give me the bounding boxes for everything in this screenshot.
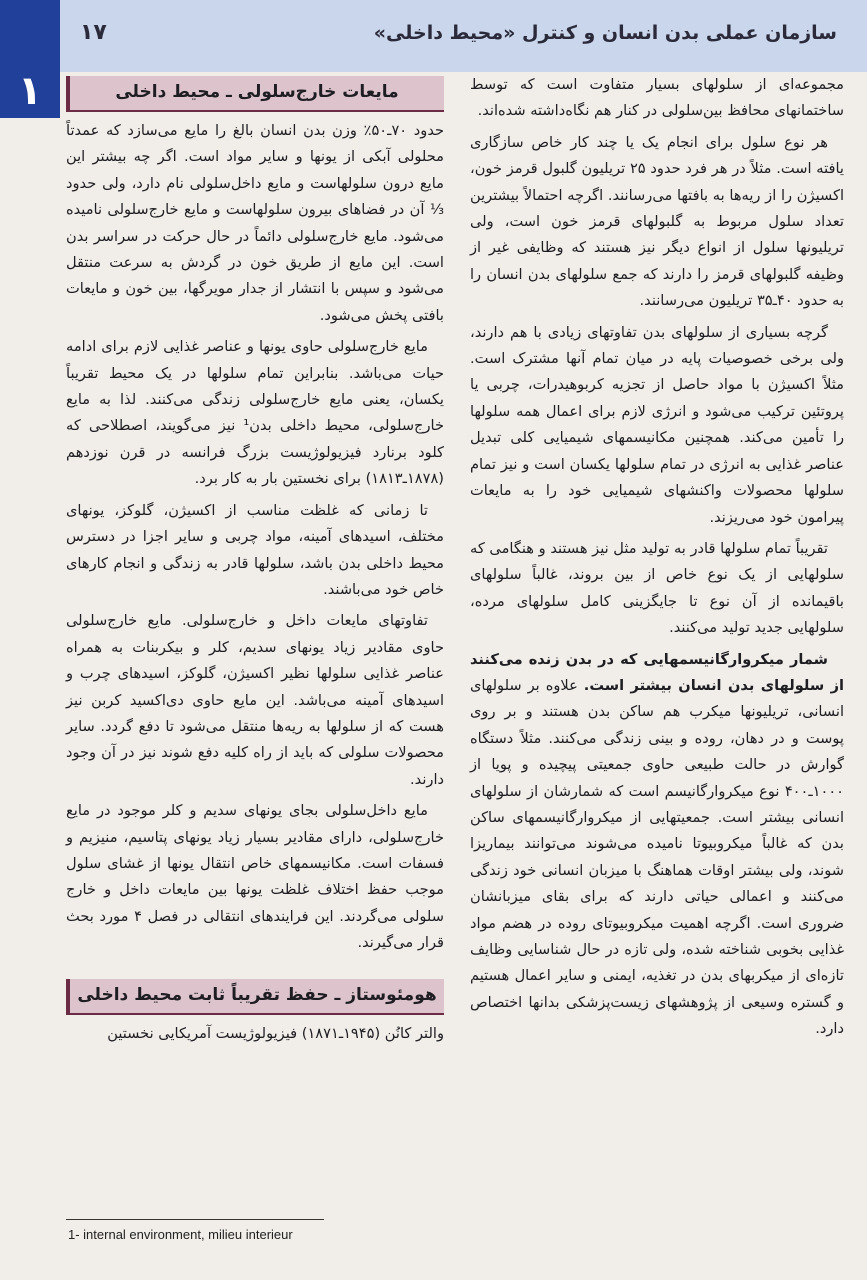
chapter-number: ۱ <box>17 68 43 114</box>
paragraph: حدود ۷۰ـ۵۰٪ وزن بدن انسان بالغ را مایع می‌سازد که عمدتاً محلولی آبکی از یونها و سایر مواد است. اگر چه بیشتر این مایع درون سلولهاست و مایع داخل‌سلولی نام دارد، ولی حدود ⅓ آن در فضاهای بیرون سلولهاست و مایع خارج‌سلولی نامیده می‌شود. مایع خارج‌سلولی دائماً در حال حرکت در سراسر بدن است. این مایع از طریق خون در گردش به سرعت منتقل می‌شود و سپس با انتشار از جدار مویرگها، بین خون و مایعات بافتی پخش می‌شود. <box>66 122 445 324</box>
paragraph: تفاوتهای مایعات داخل و خارج‌سلولی. مایع خارج‌سلولی حاوی مقادیر زیاد یونهای سدیم، کلر و بیکربنات به همراه عناصر غذایی سلولها نظیر اکسیژن، گلوکز، اسیدهای چرب و اسیدهای آمینه می‌باشد. این مایع حاوی دی‌اکسید کربن نیز هست که از سلولها به ریه‌ها منتقل می‌شود تا دفع گردد. سایر محصولات سلولی که باید از راه کلیه دفع شوند نیز در آن وجود دارند. <box>66 612 444 788</box>
paragraph: مجموعه‌ای از سلولهای بسیار متفاوت است که توسط ساختمانهای محافظ بین‌سلولی در کنار هم نگاه‌داشته شده‌اند. <box>470 76 844 120</box>
footnote: 1- internal environment, milieu interieur <box>68 1227 293 1242</box>
paragraph: مایع داخل‌سلولی بجای یونهای سدیم و کلر موجود در مایع خارج‌سلولی، دارای مقادیر بسیار زیاد یونهای پتاسیم، منیزیم و فسفات است. مکانیسمهای خاص انتقال یونها از غشای سلول موجب حفظ اختلاف غلظت یونها بین مایعات داخل و خارج سلولی می‌گردند. این فرایندهای انتقالی در فصل ۴ مورد بحث قرار می‌گیرند. <box>66 802 444 952</box>
paragraph: گرچه بسیاری از سلولهای بدن تفاوتهای زیادی با هم دارند، ولی برخی خصوصیات پایه در میان تمام آنها مشترک است. مثلاً اکسیژن با مواد حاصل از تجزیه کربوهیدرات، چربی یا پروتئین ترکیب می‌شود و انرژی لازم برای اعمال همه سلولها را تأمین می‌کند. همچنین مکانیسمهای شیمیایی کلی تبدیل عناصر غذایی به انرژی در تمام سلولها یکسان است و نیز تمام سلولها محصولات واکنشهای شیمیایی خود را به مایعات پیرامون خود می‌ریزند. <box>470 323 844 526</box>
running-title: سازمان عملی بدن انسان و کنترل «محیط داخلی» <box>373 22 837 44</box>
bold-lead: شمار میکروارگانیسمهایی که در بدن زنده می‌کنند از سلولهای بدن انسان بیشتر است. <box>470 650 844 694</box>
section-heading-homeostasis: هومئوستاز ـ حفظ تقریباً ثابت محیط داخلی <box>66 979 444 1015</box>
paragraph: هر نوع سلول برای انجام یک یا چند کار خاص سازگاری یافته است. مثلاً در هر فرد حدود ۲۵ تریلیون گلبول قرمز خون، اکسیژن را از ریه‌ها به بافتها می‌رسانند. اگرچه احتمالاً بیشترین تعداد سلول مربوط به گلبولهای قرمز خون است، ولی تریلیونها سلول از انواع دیگر نیز هستند که وظایفی غیر از وظیفه گلبولهای قرمز را دارند که جمع سلولهای بدن انسان را به حدود ۴۰ـ۳۵ تریلیون می‌رسانند. <box>470 133 844 310</box>
page-header <box>60 0 867 72</box>
left-column <box>66 72 444 1052</box>
paragraph: تا زمانی که غلظت مناسب از اکسیژن، گلوکز، یونهای مختلف، اسیدهای آمینه، مواد چربی و سایر اجزا در دسترس محیط داخلی بدن باشد، سلولها قادر به زندگی و انجام کارهای خاص خود می‌باشند. <box>66 501 444 598</box>
chapter-tab <box>0 0 60 118</box>
footnote-rule <box>66 1219 324 1220</box>
paragraph: تقریباً تمام سلولها قادر به تولید مثل نیز هستند و هنگامی که سلولهایی از یک نوع خاص از بین بروند، غالباً سلولهای باقیمانده از آن نوع تا جایگزینی کامل سلولهای مرده، سلولهایی جدید تولید می‌کنند. <box>470 539 844 637</box>
paragraph: والتر کانُن (۱۹۴۵ـ۱۸۷۱) فیزیولوژیست آمریکایی نخستین <box>107 1024 444 1042</box>
paragraph: مایع خارج‌سلولی حاوی یونها و عناصر غذایی لازم برای ادامه حیات می‌باشد. بنابراین تمام سلولها در یک محیط تقریباً یکسان، یعنی مایع خارج‌سلولی زندگی می‌کنند. لذا به مایع خارج‌سلولی، محیط داخلی بدن¹ نیز می‌گویند، اصطلاحی که کلود برنارد فیزیولوژیست بزرگ فرانسه در قرن نوزدهم (۱۸۷۸ـ۱۸۱۳) برای نخستین بار به کار برد. <box>66 338 444 488</box>
page-number: ۱۷ <box>80 20 107 45</box>
right-column <box>470 72 844 1048</box>
section-heading-extracellular: مایعات خارج‌سلولی ـ محیط داخلی <box>66 76 444 112</box>
paragraph-body: علاوه بر سلولهای انسانی، تریلیونها میکرب هم ساکن بدن هستند و بر روی پوست و در دهان، روده و بینی زندگی می‌کنند. مثلاً دستگاه گوارش در حالت طبیعی حاوی جمعیتی پیچیده و پویا از ۱۰۰۰ـ۴۰۰ نوع میکروارگانیسم است که شمارشان از سلولهای انسانی بیشتر است. جمعیتهایی از میکروارگانیسمهای ساکن بدن که غالباً میکروبیوتا نامیده می‌شوند می‌توانند بیماریزا شوند، ولی بیشتر اوقات هماهنگ با میزبان انسانی خود زندگی می‌کنند و اعمالی حیاتی دارند که برای بقای میزبانشان ضروری است. اگرچه اهمیت میکروبیوتای روده در هضم مواد غذایی بخوبی شناخته شده، ولی تازه در حال شناسایی وظایف تازه‌ای از میکربهای بدن در تغذیه، ایمنی و سایر اعمال هستیم و گستره وسیعی از پژوهشهای زیست‌پزشکی بدانها اختصاص دارد. <box>470 676 844 1038</box>
paragraph-microbes <box>470 647 844 1043</box>
